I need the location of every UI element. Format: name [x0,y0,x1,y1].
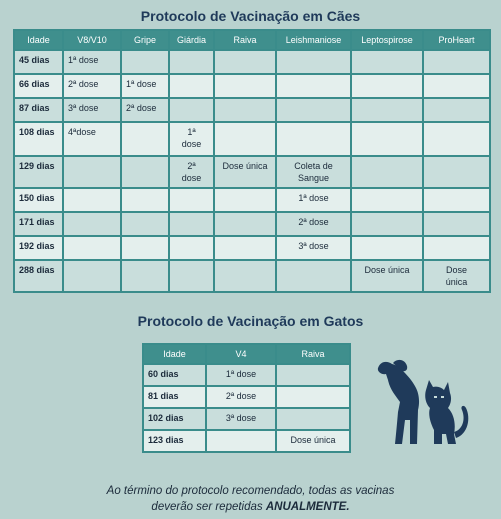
dogs-header-cell: Leptospirose [351,30,423,50]
cell-text [64,157,120,160]
dogs-dose-cell [423,188,490,212]
table-row [14,74,490,98]
cell-text [352,237,422,240]
cell-text [277,75,350,78]
dogs-dose-cell [169,260,214,292]
cell-text [424,123,489,126]
cell-text: 66 dias [19,79,50,89]
cell-text: 171 dias [19,217,55,227]
cell-text: 129 dias [19,161,55,171]
cell-text [277,51,350,54]
dogs-dose-cell [121,156,169,188]
cats-dose-cell [276,364,350,386]
cats-dose-cell [206,430,276,452]
cell-text [277,387,349,390]
footer-line-2 [0,499,501,515]
table-row [14,236,490,260]
dogs-age-cell [14,50,63,74]
dogs-dose-cell [351,50,423,74]
dogs-dose-cell [351,260,423,292]
cell-text [424,51,489,54]
cats-age-cell [143,386,206,408]
cell-text: 192 dias [19,241,55,251]
dogs-header-cell: V8/V10 [63,30,121,50]
dogs-dose-cell [351,212,423,236]
cell-text [277,365,349,368]
dogs-dose-cell [169,122,214,156]
cell-text: 1ª dose [298,193,329,203]
cell-text [424,237,489,240]
dogs-dose-cell [423,74,490,98]
cell-text [122,189,168,192]
dogs-dose-cell [63,50,121,74]
dogs-header-cell: ProHeart [423,30,490,50]
dogs-dose-cell [121,236,169,260]
dogs-dose-cell [423,260,490,292]
cell-text [424,213,489,216]
cell-text [215,261,275,264]
table-row [143,408,350,430]
cell-text: 150 dias [19,193,55,203]
dogs-dose-cell [276,156,351,188]
dogs-dose-cell [423,98,490,122]
cell-text: 4ªdose [68,127,96,137]
dogs-dose-cell [63,212,121,236]
dogs-dose-cell [276,236,351,260]
cell-text [424,99,489,102]
cell-text [170,261,213,264]
cats-dose-cell [206,364,276,386]
cell-text: 60 dias [148,369,179,379]
table-row [143,364,350,386]
cell-text [122,123,168,126]
cats-header-cell: V4 [206,344,276,364]
dogs-vaccination-table [13,29,491,293]
dogs-dose-cell [214,156,276,188]
dogs-dose-cell [351,98,423,122]
dogs-dose-cell [63,156,121,188]
cell-text [215,51,275,54]
dogs-dose-cell [121,74,169,98]
cell-text: 3ª dose [68,103,99,113]
cats-header-cell: Raiva [276,344,350,364]
dogs-dose-cell [351,236,423,260]
cell-text: 2ª dose [225,391,257,401]
footer-note [0,483,501,515]
dogs-table-title: Protocolo de Vacinação em Cães [140,8,361,24]
cell-text: Dose única [445,265,468,287]
cell-text [215,75,275,78]
cell-text: 87 dias [19,103,50,113]
dogs-dose-cell [63,98,121,122]
cell-text: 123 dias [148,435,184,445]
dogs-header-cell: Raiva [214,30,276,50]
cats-dose-cell [276,408,350,430]
footer-line-1: Ao término do protocolo recomendado, todas as vacinas [106,485,395,497]
cell-text: 108 dias [19,127,55,137]
dogs-dose-cell [169,212,214,236]
table-row [143,386,350,408]
dogs-dose-cell [276,98,351,122]
cell-text [277,409,349,412]
dogs-header-cell: Leishmaniose [276,30,351,50]
table-row [14,156,490,188]
dogs-dose-cell [121,122,169,156]
cell-text [352,213,422,216]
dogs-dose-cell [169,188,214,212]
dogs-age-cell [14,74,63,98]
dogs-dose-cell [169,74,214,98]
dogs-dose-cell [423,122,490,156]
footer-emphasis: ANUALMENTE. [265,501,350,513]
cell-text [352,123,422,126]
cell-text [277,99,350,102]
dogs-header-cell: Gripe [121,30,169,50]
cell-text [207,431,275,434]
dogs-age-cell [14,260,63,292]
dog-and-cat-icon [372,350,472,450]
cell-text: 1ª dose [225,369,257,379]
cats-dose-cell [276,386,350,408]
dogs-dose-cell [214,50,276,74]
dogs-dose-cell [423,212,490,236]
cats-dose-cell [206,386,276,408]
dogs-dose-cell [276,50,351,74]
cell-text [122,213,168,216]
dogs-header-cell: Idade [14,30,63,50]
cell-text: 3ª dose [225,413,257,423]
cell-text [122,237,168,240]
dogs-dose-cell [121,260,169,292]
cats-dose-cell [206,408,276,430]
dogs-age-cell [14,122,63,156]
table-row [14,188,490,212]
cell-text [170,189,213,192]
cats-vaccination-table [142,343,351,453]
dogs-dose-cell [351,188,423,212]
dogs-dose-cell [276,260,351,292]
dogs-dose-cell [169,236,214,260]
dogs-dose-cell [63,260,121,292]
dogs-header-cell: Giárdia [169,30,214,50]
cats-table-title: Protocolo de Vacinação em Gatos [137,313,364,329]
dogs-dose-cell [214,188,276,212]
cell-text [352,157,422,160]
dogs-dose-cell [121,98,169,122]
cell-text [64,213,120,216]
cats-age-cell [143,430,206,452]
dogs-dose-cell [276,74,351,98]
cell-text [424,75,489,78]
cell-text [170,237,213,240]
cell-text [122,157,168,160]
cell-text [170,99,213,102]
dogs-dose-cell [351,156,423,188]
cell-text: 1ª dose [126,79,157,89]
cell-text [352,99,422,102]
table-row [14,260,490,292]
dogs-dose-cell [276,188,351,212]
dogs-dose-cell [169,156,214,188]
footer-line-2-text: deverão ser repetidas [151,501,266,513]
cell-text: 1ª dose [181,127,202,149]
cell-text: 288 dias [19,265,55,275]
dogs-age-cell [14,188,63,212]
dogs-age-cell [14,236,63,260]
cell-text: 2ª dose [126,103,157,113]
dogs-dose-cell [169,98,214,122]
cell-text [277,261,350,264]
cell-text [215,123,275,126]
cell-text [352,189,422,192]
dogs-dose-cell [351,74,423,98]
cell-text: 2ª dose [298,217,329,227]
dogs-dose-cell [63,236,121,260]
cell-text [170,75,213,78]
cell-text [352,75,422,78]
cell-text [215,237,275,240]
cats-header-cell: Idade [143,344,206,364]
cell-text: 2ª dose [181,161,202,183]
cell-text [122,261,168,264]
dogs-dose-cell [276,122,351,156]
dogs-age-cell [14,98,63,122]
cell-text: 2ª dose [68,79,99,89]
cell-text: Coleta de Sangue [294,161,333,183]
dogs-dose-cell [214,212,276,236]
dogs-dose-cell [121,50,169,74]
cell-text [424,157,489,160]
dogs-dose-cell [276,212,351,236]
cell-text [64,189,120,192]
dogs-dose-cell [63,74,121,98]
cell-text [64,261,120,264]
cell-text [352,51,422,54]
cell-text [170,213,213,216]
cell-text [64,237,120,240]
cats-age-cell [143,364,206,386]
cell-text: 45 dias [19,55,50,65]
dogs-dose-cell [214,74,276,98]
cell-text [122,51,168,54]
dogs-dose-cell [423,236,490,260]
dogs-dose-cell [63,122,121,156]
dogs-dose-cell [121,212,169,236]
cell-text [215,189,275,192]
cell-text: Dose única [364,265,410,275]
cell-text [424,189,489,192]
table-row [14,98,490,122]
dogs-dose-cell [214,260,276,292]
cell-text: Dose única [290,435,336,445]
dogs-dose-cell [169,50,214,74]
cell-text [277,123,350,126]
cell-text: 81 dias [148,391,179,401]
cats-dose-cell [276,430,350,452]
cell-text [215,99,275,102]
dogs-age-cell [14,212,63,236]
dogs-dose-cell [214,236,276,260]
dogs-dose-cell [351,122,423,156]
dogs-dose-cell [423,156,490,188]
table-row [14,122,490,156]
dogs-dose-cell [214,98,276,122]
cell-text [170,51,213,54]
dogs-age-cell [14,156,63,188]
dogs-dose-cell [423,50,490,74]
dogs-dose-cell [63,188,121,212]
cell-text: 1ª dose [68,55,99,65]
table-row [14,212,490,236]
dogs-dose-cell [121,188,169,212]
cats-age-cell [143,408,206,430]
cell-text: 102 dias [148,413,184,423]
dogs-dose-cell [214,122,276,156]
cell-text: Dose única [222,161,268,171]
cell-text: 3ª dose [298,241,329,251]
table-row [143,430,350,452]
table-row [14,50,490,74]
cell-text [215,213,275,216]
